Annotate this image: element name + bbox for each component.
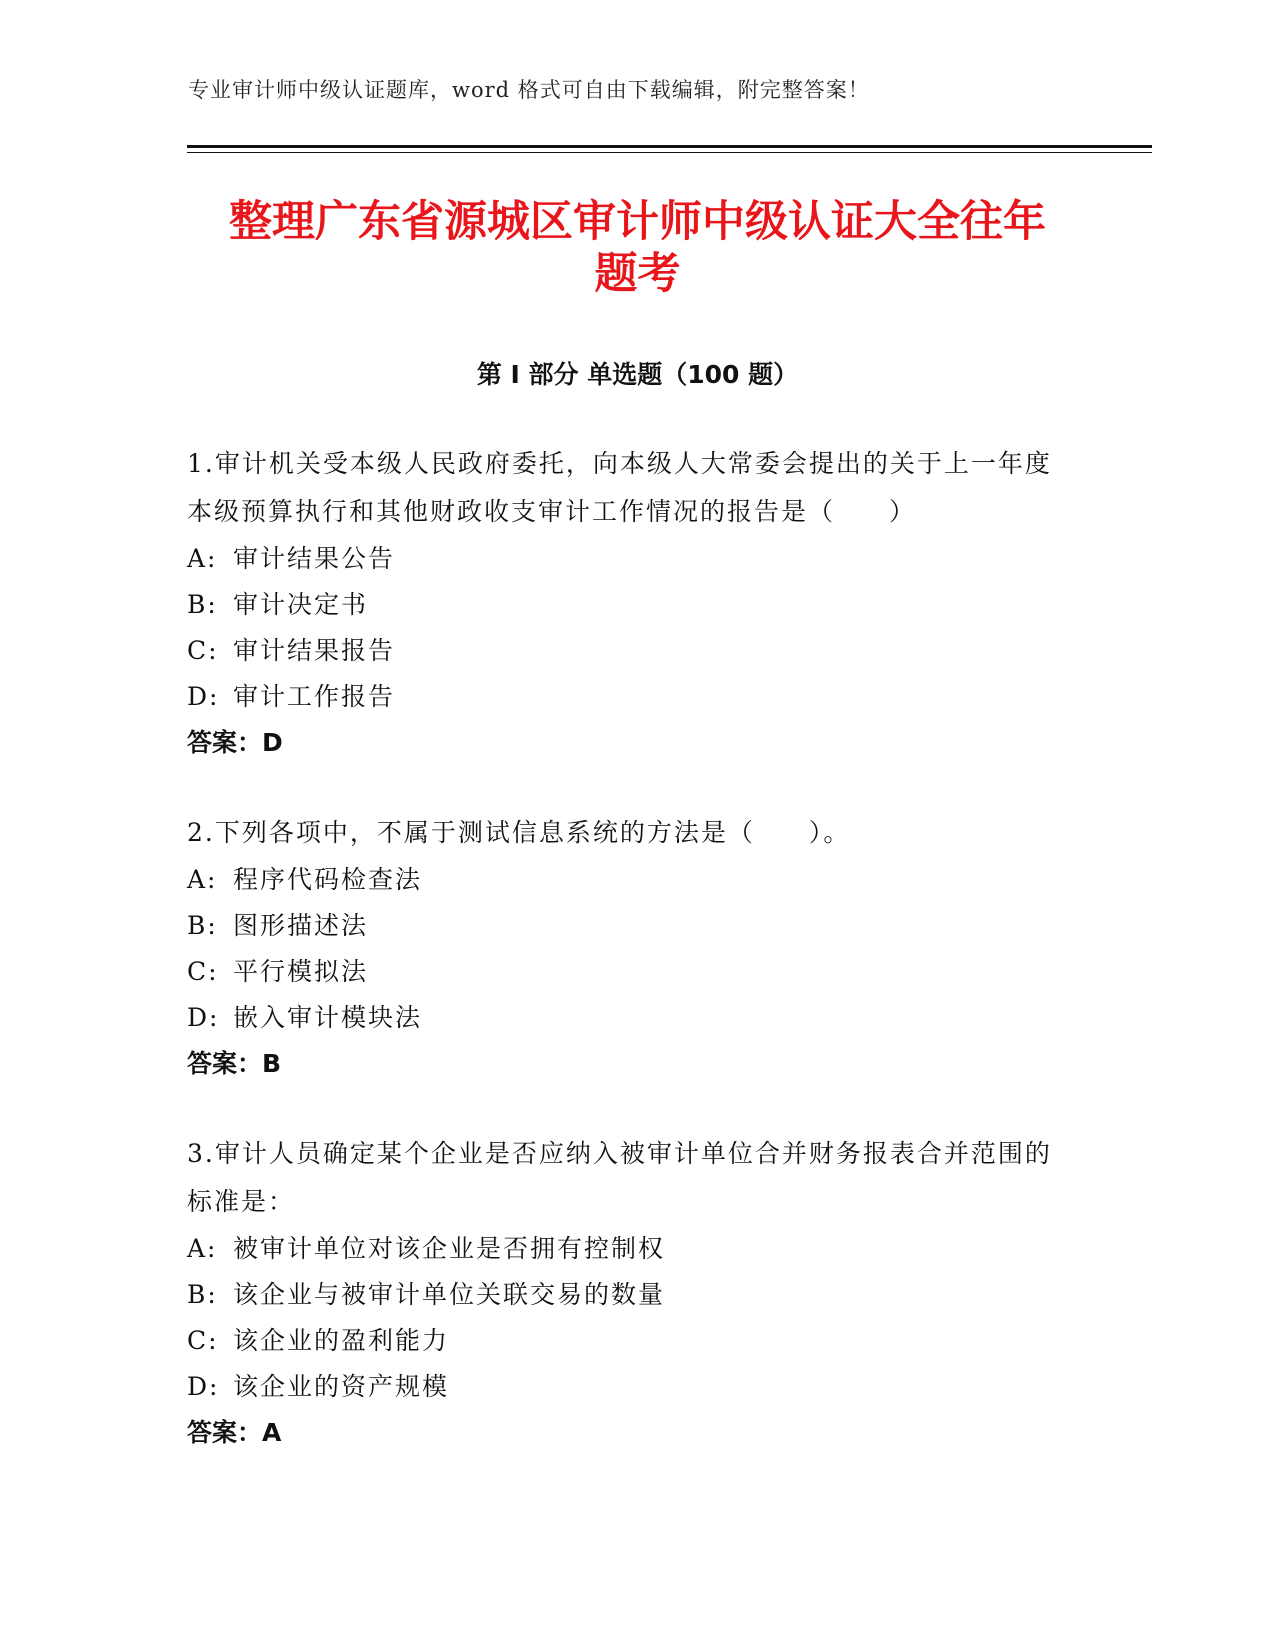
document-title (150, 196, 1125, 300)
option-text: 被审计单位对该企业是否拥有控制权 (233, 1234, 666, 1263)
option-letter: C: (187, 1326, 219, 1355)
option-text: 程序代码检查法 (233, 865, 423, 894)
answer-line: 答案：A (187, 1418, 282, 1447)
option-text: 该企业的盈利能力 (233, 1326, 450, 1355)
option-b (187, 1272, 1067, 1318)
option-c (187, 949, 1067, 995)
header-rule-thin (187, 152, 1152, 153)
question-stem: 2.下列各项中，不属于测试信息系统的方法是（ ）。 (187, 818, 851, 847)
option-letter: C: (187, 636, 219, 665)
option-text: 审计结果公告 (233, 544, 396, 573)
option-text: 审计结果报告 (233, 636, 396, 665)
header-rule-thick (187, 145, 1152, 148)
question-stem: 3.审计人员确定某个企业是否应纳入被审计单位合并财务报表合并范围的标准是： (187, 1139, 1052, 1216)
question-2 (187, 809, 1067, 1087)
option-letter: D: (187, 1003, 220, 1032)
option-a (187, 857, 1067, 903)
question-1 (187, 440, 1067, 766)
section-title: 第 I 部分 单选题（100 题） (476, 360, 799, 389)
document-title-line-2: 题考 (594, 249, 681, 299)
document-title-line-1: 整理广东省源城区审计师中级认证大全往年 (229, 197, 1046, 247)
option-b (187, 903, 1067, 949)
option-letter: A: (187, 1234, 218, 1263)
option-d (187, 995, 1067, 1041)
question-3 (187, 1130, 1067, 1456)
option-letter: B: (187, 1280, 218, 1309)
option-text: 平行模拟法 (233, 957, 369, 986)
option-a (187, 536, 1067, 582)
option-c (187, 1318, 1067, 1364)
question-stem: 1.审计机关受本级人民政府委托，向本级人大常委会提出的关于上一年度本级预算执行和其他财政收支审计工作情况的报告是（ ） (187, 449, 1052, 526)
option-text: 该企业的资产规模 (233, 1372, 450, 1401)
option-letter: C: (187, 957, 219, 986)
option-text: 图形描述法 (233, 911, 369, 940)
option-text: 审计工作报告 (233, 682, 396, 711)
option-text: 该企业与被审计单位关联交易的数量 (233, 1280, 666, 1309)
option-c (187, 628, 1067, 674)
option-a (187, 1226, 1067, 1272)
answer-line: 答案：D (187, 728, 283, 757)
option-d (187, 674, 1067, 720)
option-d (187, 1364, 1067, 1410)
header-note: 专业审计师中级认证题库，word 格式可自由下载编辑，附完整答案！ (188, 78, 870, 102)
option-b (187, 582, 1067, 628)
option-letter: A: (187, 865, 218, 894)
option-letter: B: (187, 590, 218, 619)
option-letter: B: (187, 911, 218, 940)
option-text: 审计决定书 (233, 590, 369, 619)
option-letter: A: (187, 544, 218, 573)
option-letter: D: (187, 1372, 220, 1401)
option-letter: D: (187, 682, 220, 711)
option-text: 嵌入审计模块法 (233, 1003, 423, 1032)
question-list (187, 440, 1067, 1499)
answer-line: 答案：B (187, 1049, 282, 1078)
